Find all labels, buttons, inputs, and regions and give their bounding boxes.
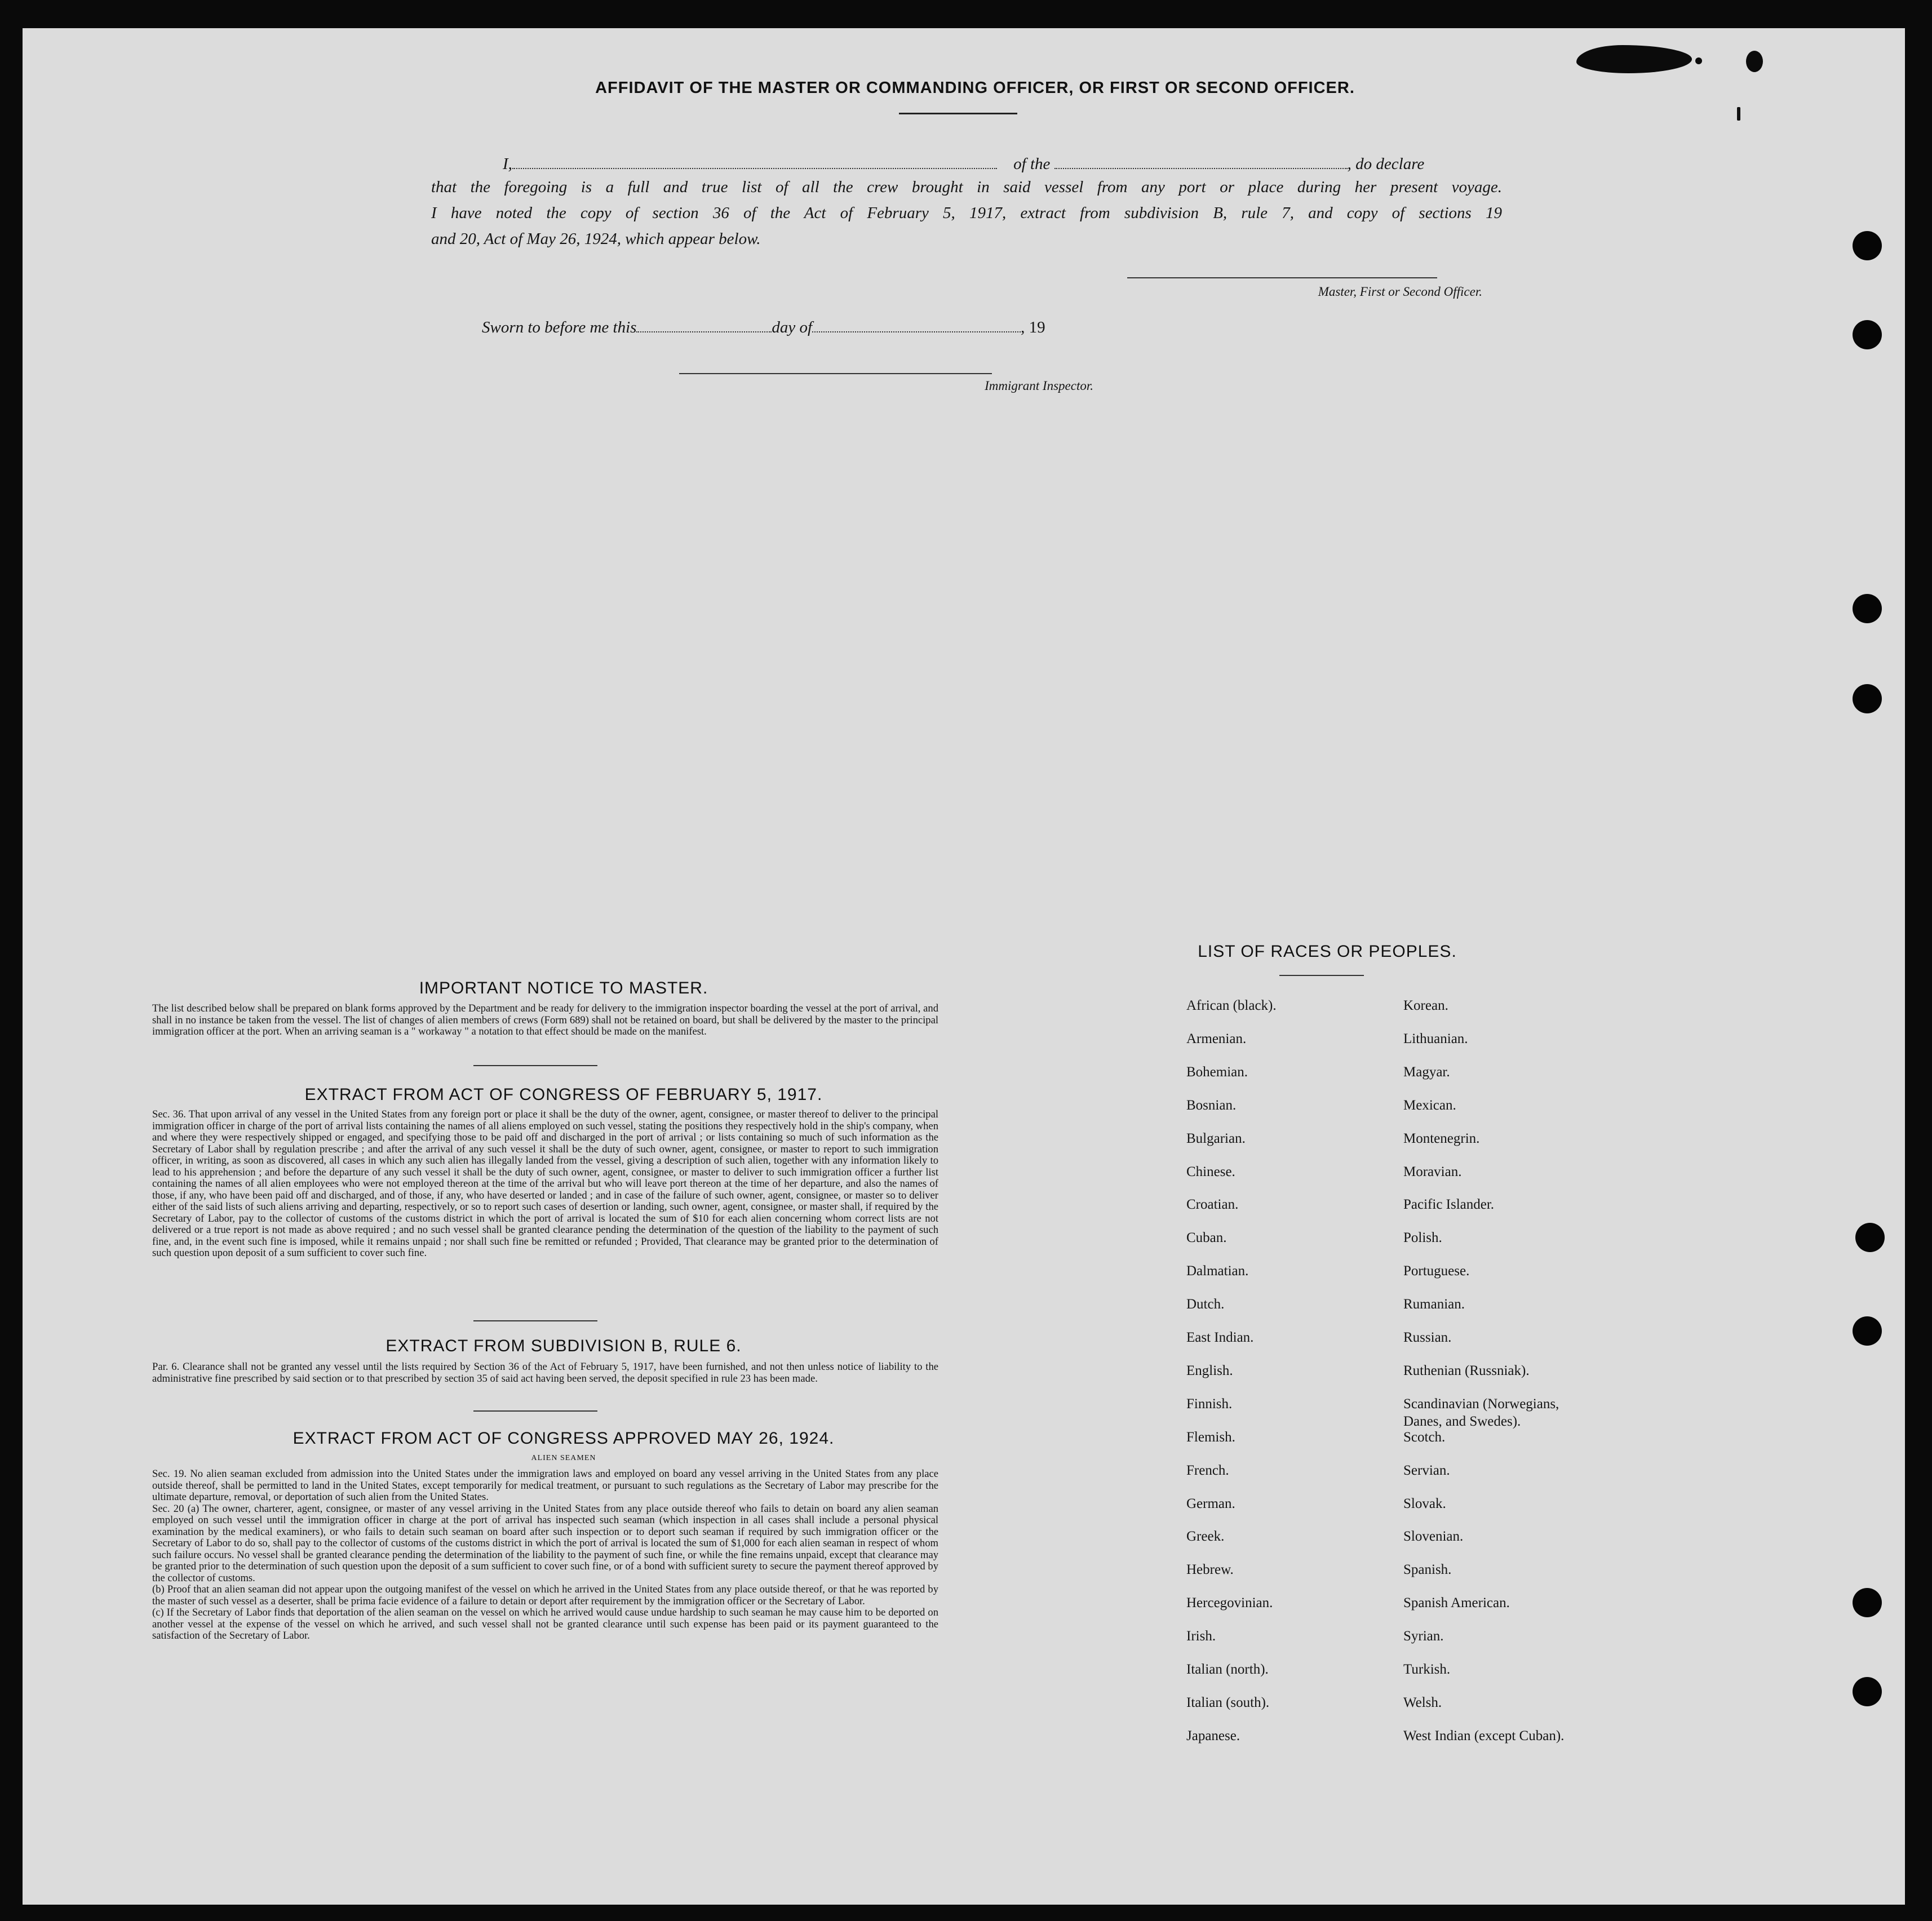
race-item: Slovenian. <box>1403 1529 1464 1544</box>
race-item: Dalmatian. <box>1186 1263 1249 1279</box>
race-item: Korean. <box>1403 998 1448 1013</box>
race-item: Scandinavian (Norwegians, <box>1403 1396 1559 1412</box>
race-item: Finnish. <box>1186 1396 1233 1412</box>
race-item: Welsh. <box>1403 1695 1442 1710</box>
alien-seamen-subtitle: ALIEN SEAMEN <box>531 1454 596 1462</box>
punch-hole <box>1853 594 1882 623</box>
race-item: Lithuanian. <box>1403 1031 1468 1046</box>
extract-1924-title: EXTRACT FROM ACT OF CONGRESS APPROVED MAY 26, 1924. <box>293 1429 835 1448</box>
punch-hole <box>1855 1223 1885 1252</box>
inspector-label: Immigrant Inspector. <box>985 379 1093 393</box>
affidavit-line-2: that the foregoing is a full and true list of all the crew brought in said vessel from any port or place during her present voyage. <box>431 178 1502 196</box>
extract-1917-title: EXTRACT FROM ACT OF CONGRESS OF FEBRUARY 5, 1917. <box>304 1085 823 1104</box>
race-item: Hercegovinian. <box>1186 1595 1273 1611</box>
race-item: French. <box>1186 1463 1229 1478</box>
races-title: LIST OF RACES OR PEOPLES. <box>1198 942 1457 961</box>
sec20b-text: (b) Proof that an alien seaman did not appear upon the outgoing manifest of the vessel on which he arrived in the United States from any place outside thereof, or that he was reported by the master of such vessel as a deserter, shall be prima facie evidence of a failure to detain or deport after requirement by the immigration officer or the Secretary of Labor. <box>152 1583 938 1607</box>
race-item: Spanish. <box>1403 1562 1452 1577</box>
affidavit-i: I, <box>503 155 512 173</box>
race-item: Slovak. <box>1403 1496 1446 1511</box>
race-scandinavian-continued: Danes, and Swedes). <box>1403 1414 1521 1429</box>
race-item: Polish. <box>1403 1230 1442 1245</box>
race-item: Flemish. <box>1186 1430 1235 1445</box>
master-signature-line[interactable] <box>1127 277 1437 278</box>
race-item: Chinese. <box>1186 1164 1235 1179</box>
sworn-day-of: day of <box>772 318 813 336</box>
sworn-line <box>482 314 1102 337</box>
race-item: West Indian (except Cuban). <box>1403 1728 1565 1743</box>
punch-hole <box>1853 1588 1882 1617</box>
race-item: Turkish. <box>1403 1662 1451 1677</box>
race-item: Portuguese. <box>1403 1263 1470 1279</box>
race-item: German. <box>1186 1496 1235 1511</box>
extract-1917-text: Sec. 36. That upon arrival of any vessel in the United States from any foreign port or place it shall be the duty of the owner, agent, consignee, or master thereof to deliver to the principal immigration officer in charge of the port of arrival lists containing the names of all aliens employed on such vessel, stating the positions they respectively hold in the ship's company, when and where they were respectively shipped or engaged, and specifying those to be paid off and discharged in the port of arrival ; or lists containing so much of such information as the Secretary of Labor shall by regulation prescribe ; and after the arrival of any such vessel it shall be the duty of such owner, agent, consignee, or master to report to such immigration officer, in writing, as soon as discovered, all cases in which any such alien has illegally landed from the vessel, giving a description of such alien, together with any information likely to lead to his apprehension ; and before the departure of any such vessel it shall be the duty of such owner, agent, consignee, or master to deliver to such immigration officer a further list containing the names of all alien employees who were not employed thereon at the time of the arrival but who will leave port thereon at the time of her departure, and also the names of those, if any, who have been paid off and discharged, and of those, if any, who have deserted or landed ; and in case of the failure of such owner, agent, consignee, or master so to deliver either of the said lists of such aliens arriving and departing, respectively, or so to report such cases of desertion or landing, such owner, agent, consignee, or master shall, if required by the Secretary of Labor, pay to the collector of customs of the customs district in which the port of arrival is located the sum of $10 for each alien concerning whom correct lists are not delivered or a true report is not made as above required ; and no such vessel shall be granted clearance pending the determination of the question of the liability to the payment of such fine, and, in the event such fine is imposed, while it remains unpaid ; nor shall such fine be remitted or refunded ; Provided, That clearance may be granted prior to the determination of such question upon deposit of a sum sufficient to cover such fine. <box>152 1108 938 1259</box>
rule6-body <box>152 1361 938 1385</box>
race-item: Greek. <box>1186 1529 1225 1544</box>
affidavit-of-the: of the <box>1013 155 1051 173</box>
race-item: Bohemian. <box>1186 1064 1248 1080</box>
notice-text: The list described below shall be prepared on blank forms approved by the Department and be ready for delivery to the immigration inspector boarding the vessel at the port of arrival, and shall in no instance be taken from the vessel. The list of changes of alien members of crews (Form 689) shall not be retained on board, but shall be delivered by the master to the principal immigration officer at the port. When an arriving seaman is a " workaway " a notation to that effect should be made on the manifest. <box>152 1002 938 1037</box>
name-blank[interactable] <box>512 151 997 169</box>
race-item: Rumanian. <box>1403 1297 1465 1312</box>
affidavit-line-4: and 20, Act of May 26, 1924, which appear below. <box>431 230 761 248</box>
race-item: Italian (south). <box>1186 1695 1270 1710</box>
race-item: Irish. <box>1186 1629 1216 1644</box>
ink-speck <box>1746 51 1763 72</box>
race-item: Hebrew. <box>1186 1562 1234 1577</box>
master-signature-label: Master, First or Second Officer. <box>1318 285 1482 299</box>
inspector-signature-line[interactable] <box>679 373 992 374</box>
document-page <box>23 28 1905 1905</box>
race-item: Russian. <box>1403 1330 1452 1345</box>
race-item: Moravian. <box>1403 1164 1462 1179</box>
rule6-divider <box>473 1410 597 1412</box>
race-item: Croatian. <box>1186 1197 1239 1212</box>
sworn-year: , 19 <box>1021 318 1045 336</box>
race-item: Italian (north). <box>1186 1662 1269 1677</box>
race-item: Montenegrin. <box>1403 1131 1480 1146</box>
rule6-title: EXTRACT FROM SUBDIVISION B, RULE 6. <box>385 1337 742 1355</box>
race-item: Bulgarian. <box>1186 1131 1246 1146</box>
sec20a-text: Sec. 20 (a) The owner, charterer, agent, consignee, or master of any vessel arriving in the United States from any place outside thereof who fails to detain on board any alien seaman employed on such vessel until the immigration officer in charge at the port of arrival has inspected such seaman (which inspection in all cases shall include a personal physical examination by the medical examiners), or who fails to detain such seaman on board after such inspection or to deport such seaman if required by such immigration officer or the Secretary of Labor to do so, shall pay to the collector of customs of the customs district in which the port of arrival is located the sum of $1,000 for each alien seaman in respect of whom such failure occurs. No vessel shall be granted clearance pending the determination of the liability to the payment of such fine, or while the fine remains unpaid, except that clearance may be granted prior to the determination of such question upon the deposit of a sum sufficient to cover such fine, or of a bond with sufficient surety to secure the payment thereof approved by the collector of customs. <box>152 1502 938 1584</box>
race-item: Japanese. <box>1186 1728 1240 1743</box>
race-item: Bosnian. <box>1186 1098 1237 1113</box>
extract-1924-body <box>152 1469 938 1642</box>
race-item: Servian. <box>1403 1463 1450 1478</box>
sworn-prefix: Sworn to before me this <box>482 318 637 336</box>
extract-1917-body <box>152 1109 938 1259</box>
punch-hole <box>1853 231 1882 260</box>
title-divider <box>899 113 1017 114</box>
rule6-text: Par. 6. Clearance shall not be granted any vessel until the lists required by Section 36 of the Act of February 5, 1917, have been furnished, and not then unless notice of liability to the administrative fine prescribed by said section or to that prescribed by section 35 of said act having been served, the deposit specified in rule 23 has been made. <box>152 1361 938 1385</box>
extract-1917-divider <box>473 1320 597 1321</box>
punch-hole <box>1853 320 1882 349</box>
race-item: Magyar. <box>1403 1064 1450 1080</box>
race-item: Syrian. <box>1403 1629 1444 1644</box>
ink-blot <box>1576 45 1692 73</box>
affidavit-title: AFFIDAVIT OF THE MASTER OR COMMANDING OFFICER, OR FIRST OR SECOND OFFICER. <box>595 79 1355 97</box>
race-item: English. <box>1186 1363 1233 1378</box>
punch-hole <box>1853 684 1882 713</box>
races-divider <box>1279 975 1364 976</box>
race-item: Spanish American. <box>1403 1595 1510 1611</box>
race-item: Dutch. <box>1186 1297 1225 1312</box>
race-item: Pacific Islander. <box>1403 1197 1495 1212</box>
sec19-text: Sec. 19. No alien seaman excluded from admission into the United States under the immigration laws and employed on board any vessel arriving in the United States from any place outside thereof, shall be permitted to land in the United States, except temporarily for medical treatment, or pursuant to such regulations as the Secretary of Labor may prescribe for the ultimate departure, removal, or deportation of such alien from the United States. <box>152 1468 938 1503</box>
race-item: East Indian. <box>1186 1330 1254 1345</box>
race-item: Scotch. <box>1403 1430 1446 1445</box>
affidavit-line-1 <box>428 151 1502 174</box>
race-item: African (black). <box>1186 998 1277 1013</box>
race-item: Mexican. <box>1403 1098 1456 1113</box>
notice-divider <box>473 1065 597 1066</box>
ink-speck <box>1737 107 1740 121</box>
affidavit-declare: , do declare <box>1347 155 1425 173</box>
punch-hole <box>1853 1316 1882 1346</box>
ink-speck <box>1695 57 1702 64</box>
punch-hole <box>1853 1677 1882 1706</box>
affidavit-line-3: I have noted the copy of section 36 of the Act of February 5, 1917, extract from subdivision B, rule 7, and copy of sections 19 <box>431 204 1502 222</box>
sworn-day-blank[interactable] <box>636 314 772 332</box>
race-item: Cuban. <box>1186 1230 1227 1245</box>
sworn-month-blank[interactable] <box>812 314 1021 332</box>
race-item: Ruthenian (Russniak). <box>1403 1363 1530 1378</box>
sec20c-text: (c) If the Secretary of Labor finds that deportation of the alien seaman on the vessel on which he arrived would cause undue hardship to such seaman he may cause him to be deported on another vessel at the expense of the vessel on which he arrived, and such vessel shall not be granted clearance until such expense has been paid or its payment guaranteed to the satisfaction of the Secretary of Labor. <box>152 1607 938 1641</box>
notice-body <box>152 1003 938 1038</box>
vessel-blank[interactable] <box>1054 151 1348 169</box>
notice-title: IMPORTANT NOTICE TO MASTER. <box>419 979 708 997</box>
race-item: Armenian. <box>1186 1031 1247 1046</box>
